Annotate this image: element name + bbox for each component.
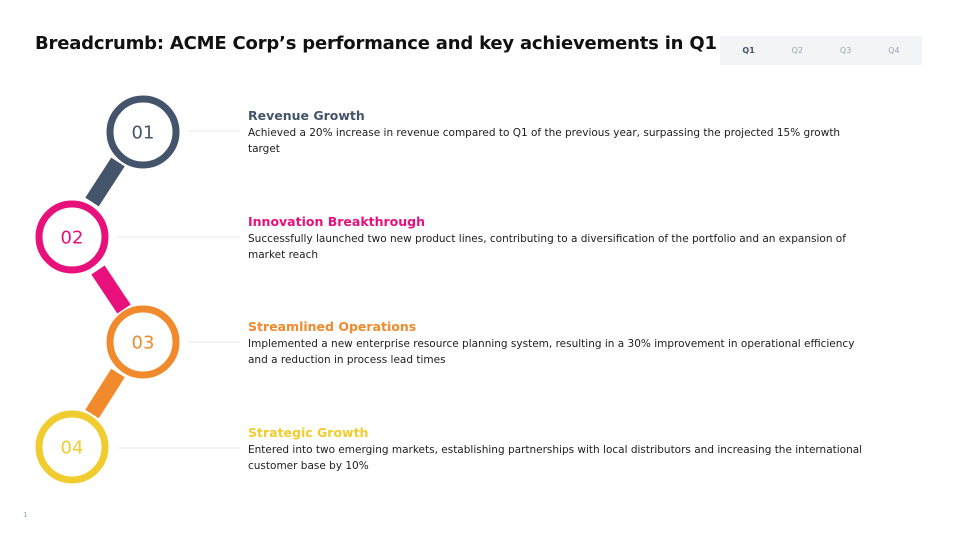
tab-q2[interactable]: Q2	[791, 46, 804, 55]
connector-01-02	[92, 162, 118, 202]
step-description-01: Achieved a 20% increase in revenue compared to Q1 of the previous year, surpassing the projected 15% growth target	[248, 127, 841, 155]
step-description-04: Entered into two emerging markets, establishing partnerships with local distributors and increasing the international customer base by 10%	[248, 444, 863, 472]
step-item-01	[248, 108, 873, 157]
step-number-04: 04	[60, 437, 84, 459]
tab-q1[interactable]: Q1	[742, 46, 755, 55]
step-title-02: Innovation Breakthrough	[248, 214, 426, 229]
step-title-03: Streamlined Operations	[248, 319, 417, 334]
step-number-01: 01	[131, 122, 155, 144]
step-title-04: Strategic Growth	[248, 425, 369, 440]
tab-q3[interactable]: Q3	[839, 46, 852, 55]
page-title: Breadcrumb: ACME Corp’s performance and key achievements in Q1	[35, 33, 717, 54]
step-item-03	[248, 319, 873, 368]
step-item-02	[248, 214, 873, 263]
step-description-02: Successfully launched two new product lines, contributing to a diversification of the portfolio and an expansion of market reach	[248, 233, 846, 261]
step-number-03: 03	[131, 332, 155, 354]
step-item-04	[248, 425, 873, 474]
step-title-01: Revenue Growth	[248, 108, 365, 123]
step-description-03: Implemented a new enterprise resource planning system, resulting in a 30% improvement in operational efficiency and a reduction in process lead times	[248, 338, 855, 366]
step-number-02: 02	[60, 227, 84, 249]
connector-03-04	[92, 373, 118, 414]
connector-02-03	[98, 270, 124, 309]
tab-q4[interactable]: Q4	[888, 46, 900, 55]
page-number: 1	[23, 511, 28, 519]
